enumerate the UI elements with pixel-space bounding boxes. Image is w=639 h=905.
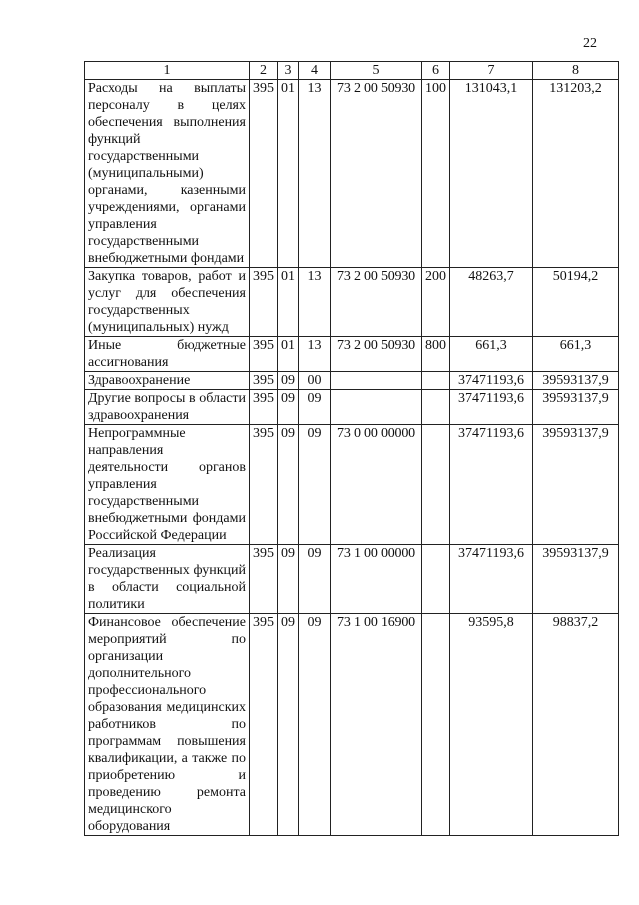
- row-name: Реализация государственных функций в области социальной политики: [85, 545, 250, 614]
- cell-col5: 73 2 00 50930: [331, 337, 422, 372]
- cell-col3: 01: [278, 268, 299, 337]
- cell-col7: 37471193,6: [450, 390, 533, 425]
- row-name: Расходы на выплаты персоналу в целях обеспечения выполнения функций государственными (муниципальными) органами, казенными учреждениями, органами управления государственными внебюджетными фондами: [85, 80, 250, 268]
- cell-col5: [331, 390, 422, 425]
- cell-col2: 395: [250, 372, 278, 390]
- table-row: [85, 545, 619, 614]
- cell-col5: [331, 372, 422, 390]
- cell-col5: 73 2 00 50930: [331, 268, 422, 337]
- cell-col6: 100: [422, 80, 450, 268]
- cell-col4: 00: [299, 372, 331, 390]
- cell-col8: 98837,2: [533, 614, 619, 836]
- cell-col6: [422, 545, 450, 614]
- row-name: Закупка товаров, работ и услуг для обеспечения государственных (муниципальных) нужд: [85, 268, 250, 337]
- cell-col2: 395: [250, 614, 278, 836]
- cell-col6: [422, 425, 450, 545]
- table-row: [85, 425, 619, 545]
- column-header: 8: [533, 62, 619, 80]
- cell-col7: 37471193,6: [450, 545, 533, 614]
- cell-col3: 09: [278, 372, 299, 390]
- cell-col2: 395: [250, 337, 278, 372]
- cell-col3: 09: [278, 614, 299, 836]
- cell-col7: 661,3: [450, 337, 533, 372]
- cell-col3: 09: [278, 425, 299, 545]
- cell-col2: 395: [250, 268, 278, 337]
- table-row: [85, 337, 619, 372]
- column-header: 3: [278, 62, 299, 80]
- row-name: Финансовое обеспечение мероприятий по организации дополнительного профессионального образования медицинских работников по программам повышения квалификации, а также по приобретению и проведению ремонта медицинского оборудования: [85, 614, 250, 836]
- cell-col8: 39593137,9: [533, 545, 619, 614]
- cell-col5: 73 1 00 16900: [331, 614, 422, 836]
- cell-col7: 37471193,6: [450, 372, 533, 390]
- row-name: Здравоохранение: [85, 372, 250, 390]
- cell-col4: 13: [299, 337, 331, 372]
- cell-col8: 39593137,9: [533, 390, 619, 425]
- header-row: [85, 62, 619, 80]
- cell-col7: 48263,7: [450, 268, 533, 337]
- cell-col2: 395: [250, 425, 278, 545]
- cell-col4: 09: [299, 614, 331, 836]
- cell-col2: 395: [250, 390, 278, 425]
- cell-col4: 13: [299, 268, 331, 337]
- cell-col4: 09: [299, 390, 331, 425]
- column-header: 6: [422, 62, 450, 80]
- cell-col5: 73 0 00 00000: [331, 425, 422, 545]
- cell-col8: 39593137,9: [533, 372, 619, 390]
- page-number: 22: [583, 36, 597, 51]
- table-row: [85, 268, 619, 337]
- cell-col4: 09: [299, 545, 331, 614]
- budget-table: [84, 61, 619, 836]
- cell-col3: 01: [278, 337, 299, 372]
- cell-col6: [422, 614, 450, 836]
- table-row: [85, 80, 619, 268]
- cell-col8: 39593137,9: [533, 425, 619, 545]
- cell-col4: 13: [299, 80, 331, 268]
- column-header: 7: [450, 62, 533, 80]
- column-header: 4: [299, 62, 331, 80]
- cell-col7: 93595,8: [450, 614, 533, 836]
- row-name: Непрограммные направления деятельности органов управления государственными внебюджетными фондами Российской Федерации: [85, 425, 250, 545]
- cell-col6: [422, 390, 450, 425]
- table-row: [85, 372, 619, 390]
- column-header: 2: [250, 62, 278, 80]
- cell-col3: 01: [278, 80, 299, 268]
- cell-col4: 09: [299, 425, 331, 545]
- cell-col8: 131203,2: [533, 80, 619, 268]
- row-name: Иные бюджетные ассигнования: [85, 337, 250, 372]
- cell-col3: 09: [278, 390, 299, 425]
- table-row: [85, 390, 619, 425]
- cell-col5: 73 2 00 50930: [331, 80, 422, 268]
- column-header: 5: [331, 62, 422, 80]
- cell-col7: 131043,1: [450, 80, 533, 268]
- cell-col3: 09: [278, 545, 299, 614]
- cell-col2: 395: [250, 80, 278, 268]
- cell-col7: 37471193,6: [450, 425, 533, 545]
- cell-col6: 800: [422, 337, 450, 372]
- cell-col6: 200: [422, 268, 450, 337]
- column-header: 1: [85, 62, 250, 80]
- cell-col8: 50194,2: [533, 268, 619, 337]
- cell-col2: 395: [250, 545, 278, 614]
- row-name: Другие вопросы в области здравоохранения: [85, 390, 250, 425]
- cell-col8: 661,3: [533, 337, 619, 372]
- cell-col6: [422, 372, 450, 390]
- table-row: [85, 614, 619, 836]
- cell-col5: 73 1 00 00000: [331, 545, 422, 614]
